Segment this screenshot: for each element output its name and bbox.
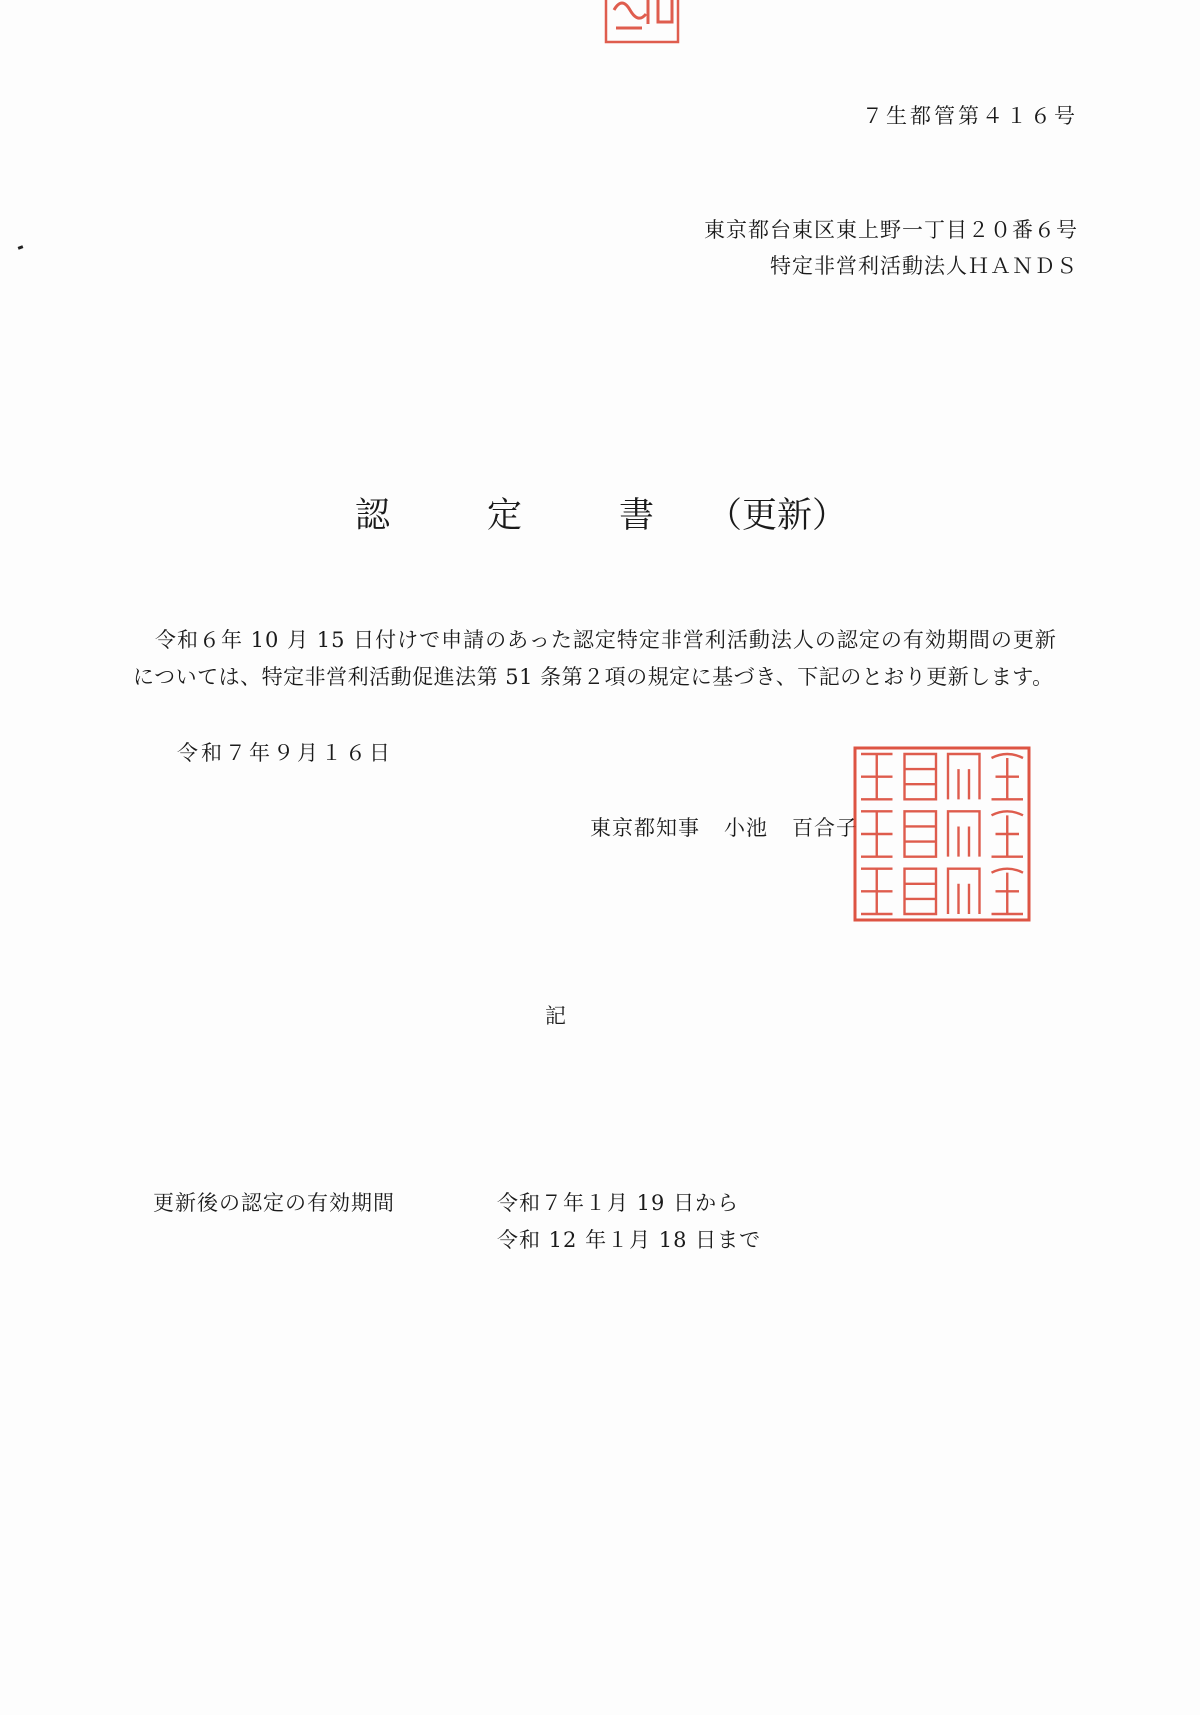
seal-glyph [905, 811, 937, 856]
validity-period-label: 更新後の認定の有効期間 [153, 1191, 395, 1215]
seal-glyph [992, 754, 1024, 799]
scan-speck [18, 245, 24, 250]
recipient-address: 東京都台東区東上野一丁目２０番６号 [704, 218, 1078, 242]
document-number: ７生都管第４１６号 [862, 104, 1078, 128]
seal-glyph [861, 811, 893, 856]
signer [590, 818, 858, 839]
validity-period-to: 令和 12 年１月 18 日まで [497, 1228, 762, 1252]
seal-glyph [948, 754, 980, 799]
seal-glyph [861, 754, 893, 799]
signer-family-name: 小池 [724, 816, 768, 840]
ki-heading: 記 [545, 1004, 567, 1028]
top-seal-stamp [602, 0, 682, 46]
seal-glyph [905, 754, 937, 799]
title-char-1: 認 [355, 496, 391, 536]
seal-glyph [992, 811, 1024, 856]
title-char-2: 定 [487, 496, 523, 536]
title-char-3: 書 [619, 496, 655, 536]
seal-glyph [905, 869, 937, 914]
official-seal-stamp [852, 745, 1032, 923]
issue-date: 令和７年９月１６日 [177, 741, 393, 765]
signer-given-name: 百合子 [792, 816, 858, 840]
document-title [355, 488, 847, 538]
seal-glyph [992, 869, 1024, 914]
validity-period-from: 令和７年１月 19 日から [497, 1191, 740, 1215]
seal-glyph [861, 869, 893, 914]
seal-glyph [948, 869, 980, 914]
recipient-name: 特定非営利活動法人ＨＡＮＤＳ [770, 254, 1078, 278]
title-suffix: （更新） [707, 496, 848, 536]
body-text-line-2: については、特定非営利活動促進法第 51 条第２項の規定に基づき、下記のとおり更新します。 [133, 665, 1054, 689]
seal-glyph [948, 811, 980, 856]
signer-title: 東京都知事 [590, 816, 700, 840]
body-text-line-1: 令和６年 10 月 15 日付けで申請のあった認定特定非営利活動法人の認定の有効期間の更新 [155, 628, 1057, 652]
